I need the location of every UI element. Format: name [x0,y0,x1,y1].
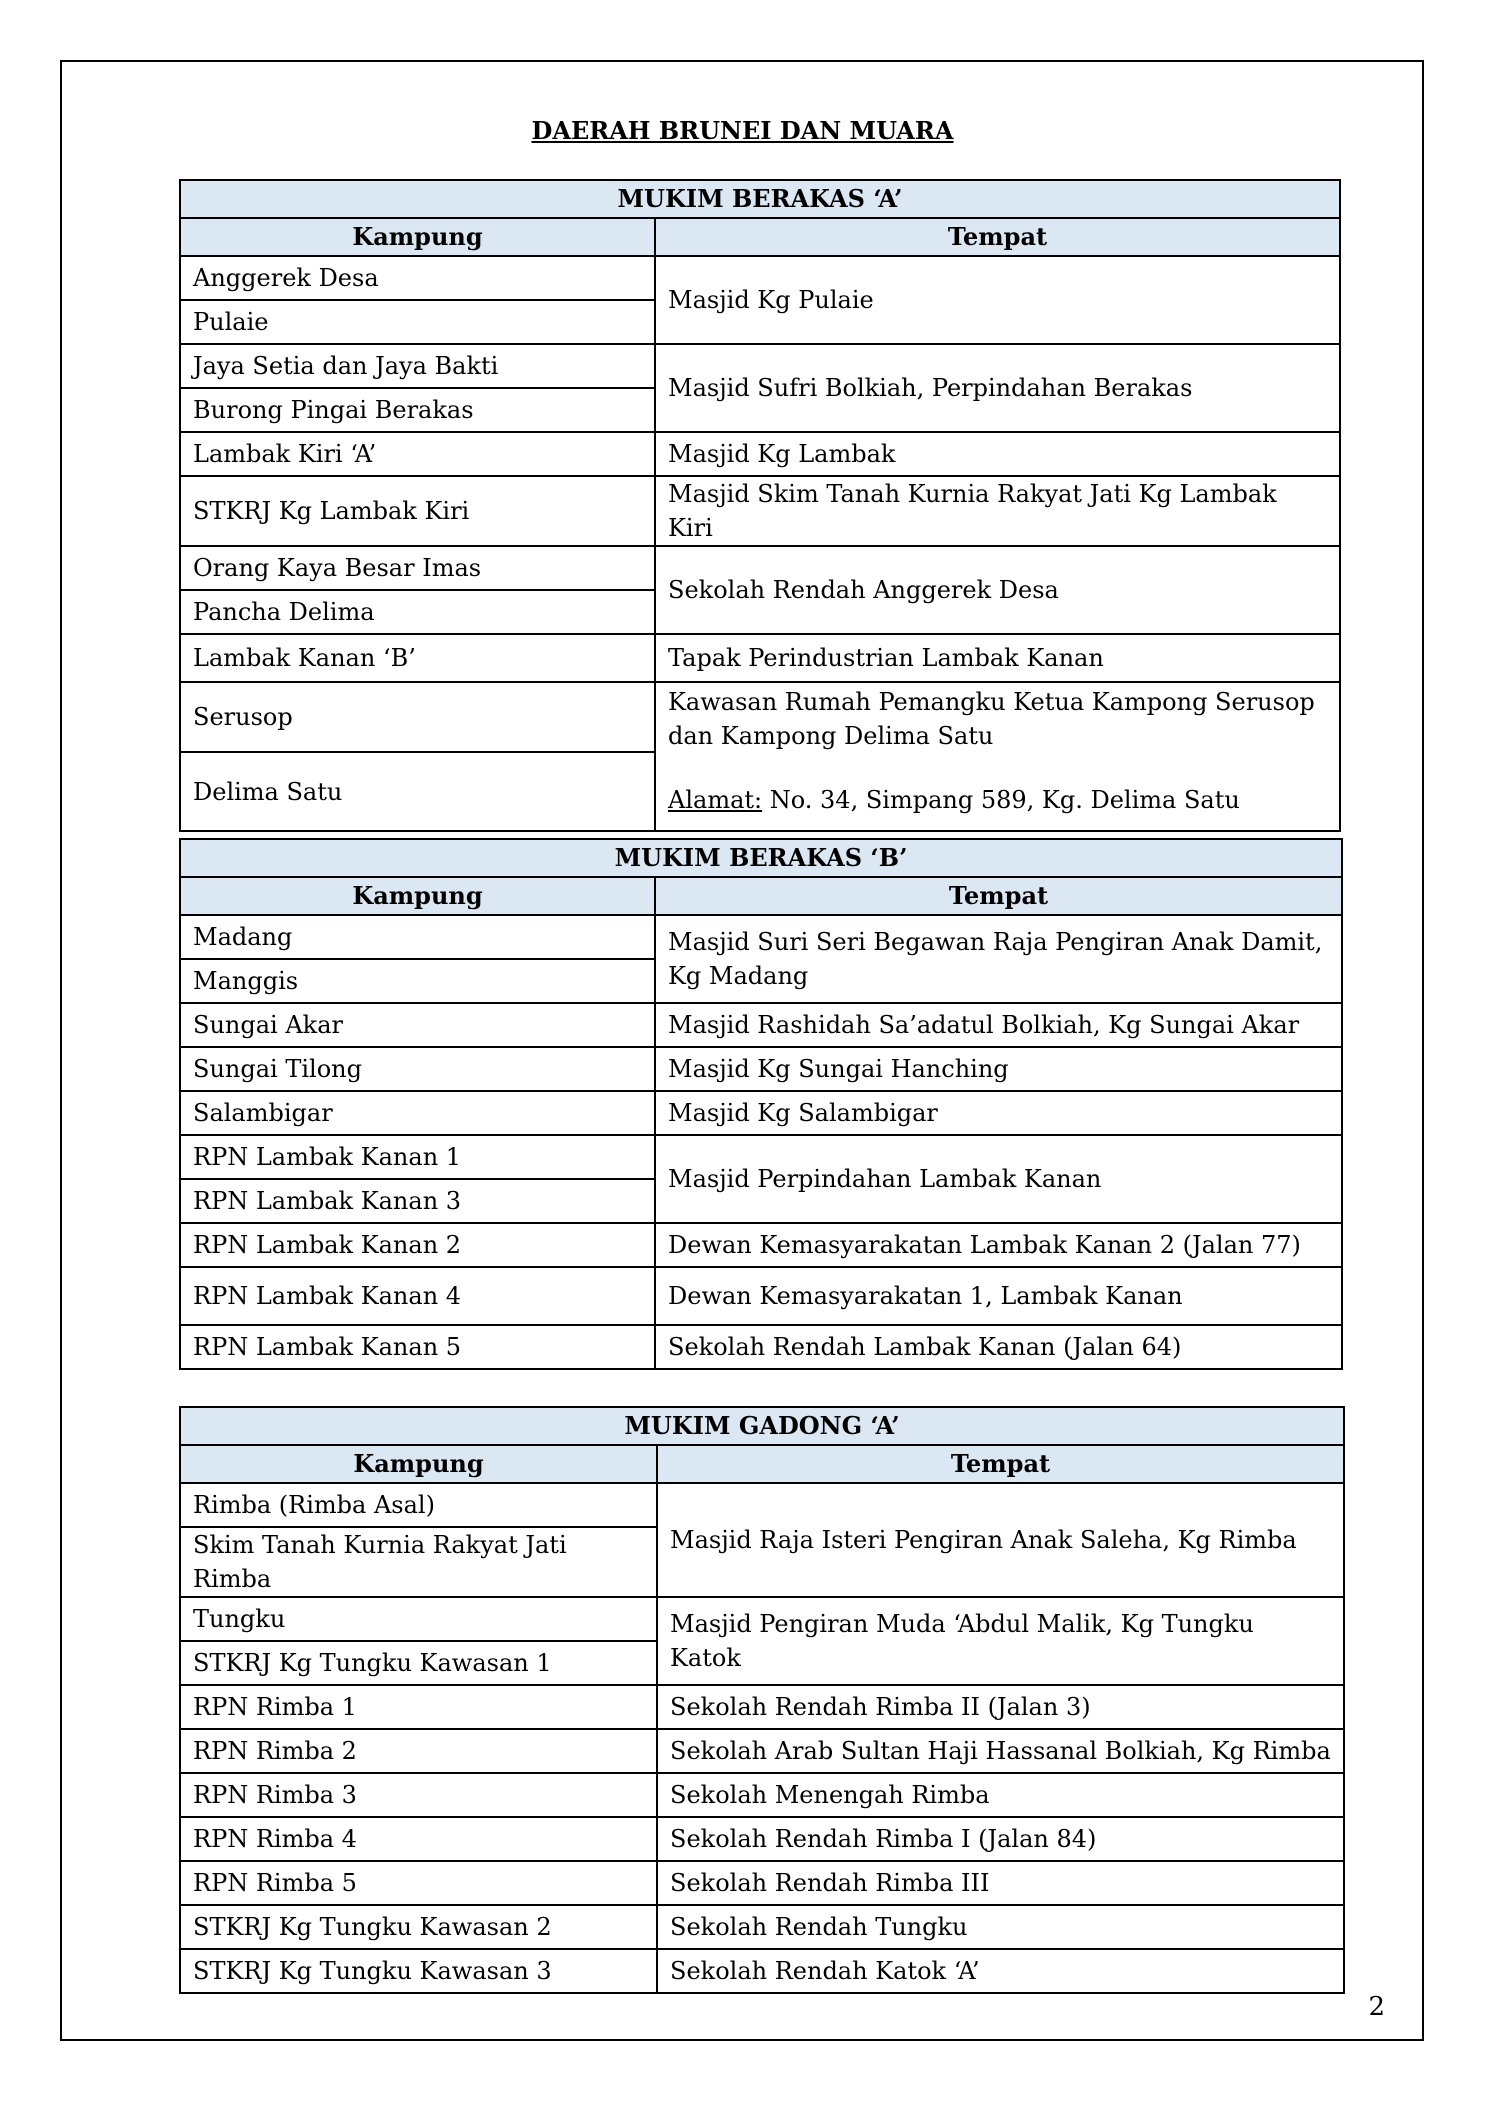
tempat-cell: Sekolah Rendah Lambak Kanan (Jalan 64) [655,1325,1342,1369]
kampung-cell: Sungai Tilong [180,1047,655,1091]
kampung-cell: RPN Rimba 4 [180,1817,657,1861]
kampung-cell: Jaya Setia dan Jaya Bakti [180,344,655,388]
table-gadong-a [179,1406,1345,1994]
tempat-cell: Masjid Suri Seri Begawan Raja Pengiran Anak Damit, Kg Madang [655,915,1342,1003]
kampung-cell: RPN Rimba 1 [180,1685,657,1729]
kampung-cell: RPN Lambak Kanan 5 [180,1325,655,1369]
kampung-cell: RPN Lambak Kanan 2 [180,1223,655,1267]
tempat-cell: Dewan Kemasyarakatan Lambak Kanan 2 (Jalan 77) [655,1223,1342,1267]
tempat-cell: Masjid Kg Salambigar [655,1091,1342,1135]
tempat-cell: Sekolah Rendah Anggerek Desa [655,546,1340,634]
kampung-cell: Tungku [180,1597,657,1641]
kampung-cell: Orang Kaya Besar Imas [180,546,655,590]
tempat-cell: Masjid Rashidah Sa’adatul Bolkiah, Kg Sungai Akar [655,1003,1342,1047]
kampung-cell: Rimba (Rimba Asal) [180,1483,657,1527]
tempat-cell: Masjid Perpindahan Lambak Kanan [655,1135,1342,1223]
address-label: Alamat: [668,786,763,814]
section-heading: MUKIM GADONG ‘A’ [180,1407,1344,1445]
tempat-cell: Sekolah Menengah Rimba [657,1773,1344,1817]
tempat-cell: Masjid Sufri Bolkiah, Perpindahan Berakas [655,344,1340,432]
tempat-cell: Sekolah Rendah Rimba III [657,1861,1344,1905]
kampung-cell: RPN Rimba 2 [180,1729,657,1773]
kampung-cell: Madang [180,915,655,959]
column-header-kampung: Kampung [180,877,655,915]
kampung-cell: Pancha Delima [180,590,655,634]
kampung-cell: Lambak Kiri ‘A’ [180,432,655,476]
table-berakas-a [179,179,1341,832]
column-header-tempat: Tempat [655,877,1342,915]
kampung-cell: STKRJ Kg Lambak Kiri [180,476,655,546]
kampung-cell: Skim Tanah Kurnia Rakyat Jati Rimba [180,1527,657,1597]
tempat-cell: Masjid Pengiran Muda ‘Abdul Malik, Kg Tungku Katok [657,1597,1344,1685]
kampung-cell: Sungai Akar [180,1003,655,1047]
column-header-tempat: Tempat [657,1445,1344,1483]
kampung-cell: RPN Lambak Kanan 3 [180,1179,655,1223]
tempat-cell: Sekolah Rendah Katok ‘A’ [657,1949,1344,1993]
tempat-text: Kawasan Rumah Pemangku Ketua Kampong Serusop dan Kampong Delima Satu [668,688,1315,750]
tempat-cell: Sekolah Rendah Tungku [657,1905,1344,1949]
tempat-cell: Masjid Kg Lambak [655,432,1340,476]
column-header-kampung: Kampung [180,1445,657,1483]
tempat-cell: Sekolah Rendah Rimba I (Jalan 84) [657,1817,1344,1861]
tempat-cell-with-address [655,682,1340,831]
page-number: 2 [1368,1992,1385,2022]
kampung-cell: Delima Satu [180,752,655,831]
tempat-cell: Dewan Kemasyarakatan 1, Lambak Kanan [655,1267,1342,1325]
kampung-cell: Salambigar [180,1091,655,1135]
tempat-cell: Masjid Kg Pulaie [655,256,1340,344]
section-heading: MUKIM BERAKAS ‘A’ [180,180,1340,218]
kampung-cell: Anggerek Desa [180,256,655,300]
kampung-cell: STKRJ Kg Tungku Kawasan 2 [180,1905,657,1949]
kampung-cell: Manggis [180,959,655,1003]
tempat-cell: Masjid Skim Tanah Kurnia Rakyat Jati Kg Lambak Kiri [655,476,1340,546]
table-berakas-b [179,838,1343,1370]
address-value: No. 34, Simpang 589, Kg. Delima Satu [762,786,1240,814]
tempat-cell: Sekolah Arab Sultan Haji Hassanal Bolkiah, Kg Rimba [657,1729,1344,1773]
kampung-cell: Pulaie [180,300,655,344]
tempat-cell: Tapak Perindustrian Lambak Kanan [655,634,1340,682]
tempat-cell: Sekolah Rendah Rimba II (Jalan 3) [657,1685,1344,1729]
kampung-cell: STKRJ Kg Tungku Kawasan 3 [180,1949,657,1993]
tempat-cell: Masjid Kg Sungai Hanching [655,1047,1342,1091]
column-header-tempat: Tempat [655,218,1340,256]
kampung-cell: Lambak Kanan ‘B’ [180,634,655,682]
column-header-kampung: Kampung [180,218,655,256]
kampung-cell: RPN Rimba 5 [180,1861,657,1905]
kampung-cell: STKRJ Kg Tungku Kawasan 1 [180,1641,657,1685]
kampung-cell: RPN Rimba 3 [180,1773,657,1817]
kampung-cell: RPN Lambak Kanan 4 [180,1267,655,1325]
document-title: DAERAH BRUNEI DAN MUARA [531,116,954,145]
kampung-cell: RPN Lambak Kanan 1 [180,1135,655,1179]
section-heading: MUKIM BERAKAS ‘B’ [180,839,1342,877]
tempat-cell: Masjid Raja Isteri Pengiran Anak Saleha, Kg Rimba [657,1483,1344,1597]
kampung-cell: Burong Pingai Berakas [180,388,655,432]
kampung-cell: Serusop [180,682,655,752]
